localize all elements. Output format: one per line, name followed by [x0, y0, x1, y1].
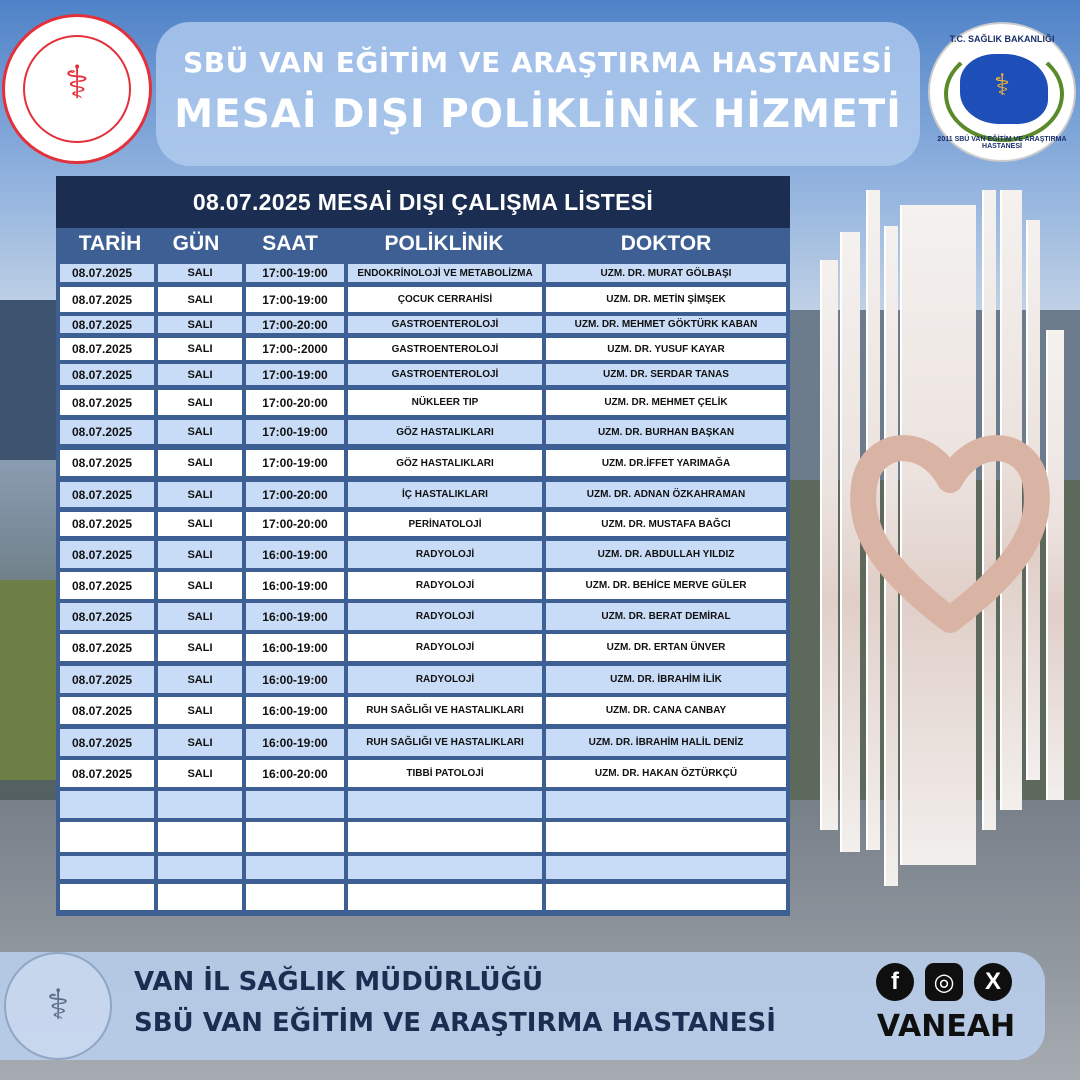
table-cell-doctor	[546, 822, 786, 852]
table-cell-day	[158, 884, 242, 910]
table-cell-doctor: UZM. DR. BEHİCE MERVE GÜLER	[546, 572, 786, 599]
table-cell-doctor: UZM. DR. METİN ŞİMŞEK	[546, 287, 786, 312]
table-cell-doctor: UZM. DR.İFFET YARIMAĞA	[546, 450, 786, 476]
heart-hands-icon	[845, 400, 1055, 640]
table-cell-doctor: UZM. DR. İBRAHİM HALİL DENİZ	[546, 729, 786, 756]
table-cell-clinic: GASTROENTEROLOJİ	[348, 364, 542, 385]
table-cell-date: 08.07.2025	[60, 420, 154, 444]
table-cell-clinic	[348, 791, 542, 818]
table-cell-doctor	[546, 791, 786, 818]
table-cell-clinic: ENDOKRİNOLOJİ VE METABOLİZMA	[348, 264, 542, 282]
header-clinic: POLİKLİNİK	[384, 232, 504, 255]
hospital-name: SBÜ VAN EĞİTİM VE ARAŞTIRMA HASTANESİ	[183, 46, 893, 79]
table-cell-date: 08.07.2025	[60, 482, 154, 507]
table-title-bar	[56, 176, 790, 228]
table-cell-time	[246, 856, 344, 879]
table-cell-time: 17:00-20:00	[246, 482, 344, 507]
table-cell-date: 08.07.2025	[60, 512, 154, 536]
photo-stripe	[820, 260, 838, 830]
table-cell-clinic: RUH SAĞLIĞI VE HASTALIKLARI	[348, 729, 542, 756]
table-cell-date: 08.07.2025	[60, 390, 154, 415]
table-cell-time: 16:00-20:00	[246, 760, 344, 787]
table-cell-day: SALI	[158, 666, 242, 693]
table-cell-date	[60, 791, 154, 818]
table-cell-day	[158, 791, 242, 818]
table-cell-doctor: UZM. DR. BURHAN BAŞKAN	[546, 420, 786, 444]
table-cell-day: SALI	[158, 603, 242, 630]
table-cell-time	[246, 884, 344, 910]
header-date: TARİH	[78, 232, 142, 255]
table-cell-day: SALI	[158, 420, 242, 444]
table-cell-doctor: UZM. DR. İBRAHİM İLİK	[546, 666, 786, 693]
table-cell-time	[246, 822, 344, 852]
table-cell-clinic: İÇ HASTALIKLARI	[348, 482, 542, 507]
table-cell-date: 08.07.2025	[60, 264, 154, 282]
table-cell-date: 08.07.2025	[60, 697, 154, 724]
table-cell-doctor: UZM. DR. MUSTAFA BAĞCI	[546, 512, 786, 536]
table-cell-doctor: UZM. DR. ADNAN ÖZKAHRAMAN	[546, 482, 786, 507]
table-cell-date: 08.07.2025	[60, 338, 154, 360]
table-cell-time: 17:00-19:00	[246, 364, 344, 385]
table-cell-time: 16:00-19:00	[246, 634, 344, 661]
table-cell-doctor: UZM. DR. ABDULLAH YILDIZ	[546, 541, 786, 568]
caduceus-icon: ⚕	[46, 981, 70, 1028]
table-cell-clinic: RUH SAĞLIĞI VE HASTALIKLARI	[348, 697, 542, 724]
table-cell-time: 16:00-19:00	[246, 697, 344, 724]
table-cell-day: SALI	[158, 338, 242, 360]
table-cell-date	[60, 822, 154, 852]
table-cell-time: 17:00-19:00	[246, 450, 344, 476]
table-cell-date: 08.07.2025	[60, 666, 154, 693]
table-cell-date: 08.07.2025	[60, 572, 154, 599]
table-cell-date: 08.07.2025	[60, 287, 154, 312]
table-cell-time: 16:00-19:00	[246, 729, 344, 756]
table-cell-clinic: RADYOLOJİ	[348, 572, 542, 599]
table-cell-time: 16:00-19:00	[246, 541, 344, 568]
hospital-logo	[928, 22, 1076, 162]
table-cell-time: 17:00-19:00	[246, 420, 344, 444]
social-handle: VANEAH	[876, 1009, 1016, 1044]
table-cell-doctor: UZM. DR. MEHMET ÇELİK	[546, 390, 786, 415]
table-cell-time: 16:00-19:00	[246, 666, 344, 693]
table-cell-doctor: UZM. DR. HAKAN ÖZTÜRKÇÜ	[546, 760, 786, 787]
table-cell-day: SALI	[158, 287, 242, 312]
table-cell-time: 17:00-:2000	[246, 338, 344, 360]
footer-ministry-logo	[4, 952, 112, 1060]
table-cell-day	[158, 856, 242, 879]
table-cell-time: 16:00-19:00	[246, 603, 344, 630]
page-title: MESAİ DIŞI POLİKLİNİK HİZMETİ	[174, 92, 902, 137]
table-cell-doctor: UZM. DR. SERDAR TANAS	[546, 364, 786, 385]
table-cell-clinic: GÖZ HASTALIKLARI	[348, 450, 542, 476]
table-cell-doctor: UZM. DR. ERTAN ÜNVER	[546, 634, 786, 661]
instagram-icon[interactable]: ◎	[925, 963, 963, 1001]
table-cell-clinic	[348, 884, 542, 910]
table-cell-clinic: RADYOLOJİ	[348, 541, 542, 568]
table-cell-clinic: GASTROENTEROLOJİ	[348, 316, 542, 333]
table-cell-date	[60, 884, 154, 910]
caduceus-icon: ⚕	[64, 56, 90, 108]
table-cell-clinic: RADYOLOJİ	[348, 666, 542, 693]
table-cell-time: 17:00-19:00	[246, 287, 344, 312]
table-cell-clinic: RADYOLOJİ	[348, 634, 542, 661]
table-cell-clinic: TIBBİ PATOLOJİ	[348, 760, 542, 787]
table-cell-date: 08.07.2025	[60, 541, 154, 568]
table-cell-doctor: UZM. DR. MURAT GÖLBAŞI	[546, 264, 786, 282]
table-cell-day: SALI	[158, 482, 242, 507]
table-cell-day: SALI	[158, 390, 242, 415]
table-title: 08.07.2025 MESAİ DIŞI ÇALIŞMA LİSTESİ	[192, 189, 654, 215]
table-cell-time: 17:00-20:00	[246, 512, 344, 536]
table-cell-doctor: UZM. DR. MEHMET GÖKTÜRK KABAN	[546, 316, 786, 333]
table-cell-day: SALI	[158, 760, 242, 787]
table-cell-day: SALI	[158, 512, 242, 536]
table-cell-clinic: GASTROENTEROLOJİ	[348, 338, 542, 360]
footer-hospital-name: SBÜ VAN EĞİTİM VE ARAŞTIRMA HASTANESİ	[134, 1008, 776, 1038]
header-time: SAAT	[262, 232, 318, 255]
table-cell-day: SALI	[158, 264, 242, 282]
table-cell-clinic: ÇOCUK CERRAHİSİ	[348, 287, 542, 312]
table-cell-clinic: GÖZ HASTALIKLARI	[348, 420, 542, 444]
table-cell-time: 17:00-20:00	[246, 316, 344, 333]
table-cell-clinic	[348, 856, 542, 879]
table-cell-day	[158, 822, 242, 852]
table-cell-date: 08.07.2025	[60, 316, 154, 333]
ministry-logo	[2, 14, 152, 164]
table-cell-date: 08.07.2025	[60, 729, 154, 756]
table-cell-date: 08.07.2025	[60, 634, 154, 661]
footer-directorate: VAN İL SAĞLIK MÜDÜRLÜĞÜ	[134, 967, 544, 997]
table-cell-doctor: UZM. DR. CANA CANBAY	[546, 697, 786, 724]
table-cell-doctor	[546, 856, 786, 879]
x-icon[interactable]: X	[974, 963, 1012, 1001]
table-cell-clinic	[348, 822, 542, 852]
table-cell-date: 08.07.2025	[60, 364, 154, 385]
table-cell-date: 08.07.2025	[60, 760, 154, 787]
table-cell-clinic: NÜKLEER TIP	[348, 390, 542, 415]
table-cell-time	[246, 791, 344, 818]
table-cell-doctor	[546, 884, 786, 910]
table-cell-clinic: RADYOLOJİ	[348, 603, 542, 630]
table-cell-clinic: PERİNATOLOJİ	[348, 512, 542, 536]
header-doctor: DOKTOR	[620, 232, 712, 255]
table-cell-day: SALI	[158, 364, 242, 385]
table-cell-date	[60, 856, 154, 879]
facebook-icon[interactable]: f	[876, 963, 914, 1001]
table-cell-day: SALI	[158, 729, 242, 756]
table-cell-day: SALI	[158, 541, 242, 568]
caduceus-icon: ⚕	[993, 69, 1011, 102]
table-cell-date: 08.07.2025	[60, 450, 154, 476]
table-cell-day: SALI	[158, 316, 242, 333]
table-cell-date: 08.07.2025	[60, 603, 154, 630]
table-cell-time: 17:00-20:00	[246, 390, 344, 415]
table-cell-day: SALI	[158, 697, 242, 724]
header-day: GÜN	[172, 232, 220, 255]
table-cell-day: SALI	[158, 634, 242, 661]
table-cell-time: 17:00-19:00	[246, 264, 344, 282]
table-cell-time: 16:00-19:00	[246, 572, 344, 599]
hospital-logo-top-text: T.C. SAĞLIK BAKANLIĞI	[949, 34, 1055, 44]
table-cell-day: SALI	[158, 450, 242, 476]
table-cell-day: SALI	[158, 572, 242, 599]
table-cell-doctor: UZM. DR. BERAT DEMİRAL	[546, 603, 786, 630]
hospital-logo-bottom-text: 2011 SBÜ VAN EĞİTİM VE ARAŞTIRMA HASTANESİ	[937, 136, 1067, 150]
table-cell-doctor: UZM. DR. YUSUF KAYAR	[546, 338, 786, 360]
